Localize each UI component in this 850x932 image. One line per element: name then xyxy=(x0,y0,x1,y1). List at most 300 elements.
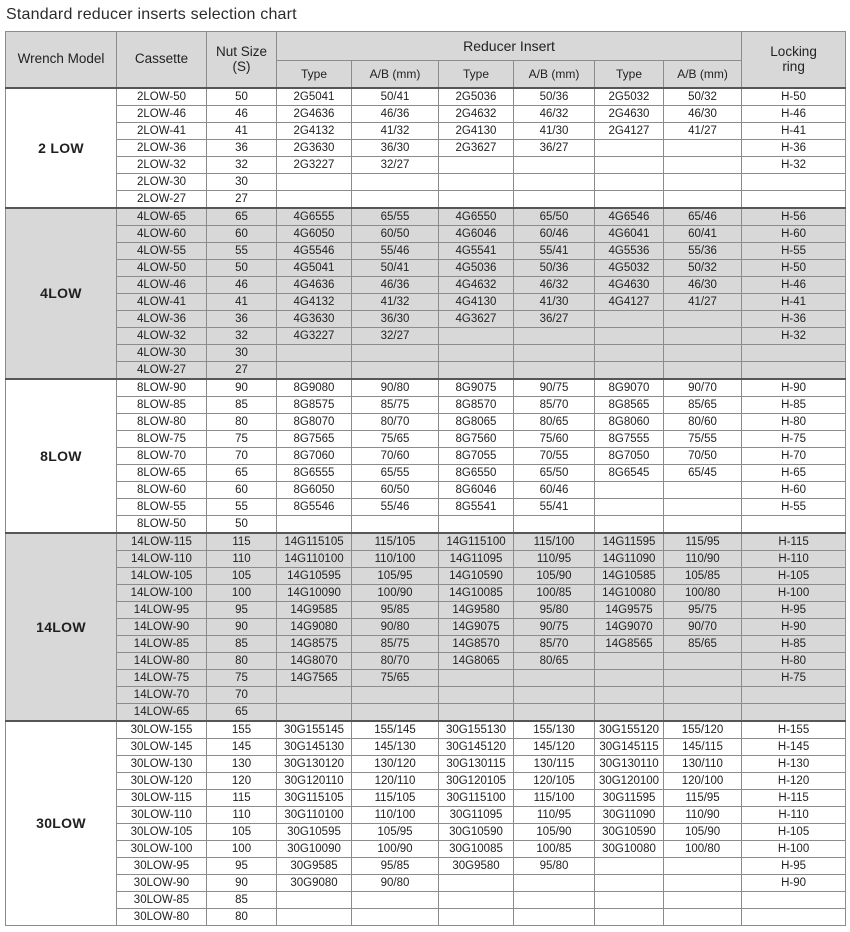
insert-ab-cell: 65/50 xyxy=(514,208,595,226)
col-subheader-type-2: Type xyxy=(439,61,514,88)
insert-type-cell: 2G3227 xyxy=(277,156,352,173)
insert-ab-cell xyxy=(514,891,595,908)
table-row xyxy=(6,242,846,259)
table-row xyxy=(6,874,846,891)
insert-ab-cell: 115/100 xyxy=(514,789,595,806)
insert-ab-cell: 85/70 xyxy=(514,635,595,652)
insert-ab-cell xyxy=(514,156,595,173)
insert-ab-cell: 155/130 xyxy=(514,721,595,739)
insert-type-cell: 30G10590 xyxy=(439,823,514,840)
cassette-cell: 8LOW-80 xyxy=(117,413,207,430)
nut-size-cell: 65 xyxy=(207,208,277,226)
cassette-cell: 14LOW-105 xyxy=(117,567,207,584)
cassette-cell: 2LOW-36 xyxy=(117,139,207,156)
cassette-cell: 2LOW-41 xyxy=(117,122,207,139)
locking-ring-cell: H-100 xyxy=(742,584,846,601)
locking-ring-cell: H-110 xyxy=(742,550,846,567)
insert-type-cell: 14G11595 xyxy=(595,533,664,551)
insert-ab-cell: 85/65 xyxy=(664,396,742,413)
cassette-cell: 8LOW-85 xyxy=(117,396,207,413)
insert-type-cell: 30G10090 xyxy=(277,840,352,857)
locking-ring-cell: H-85 xyxy=(742,635,846,652)
header-row-main xyxy=(6,32,846,61)
insert-type-cell xyxy=(439,908,514,925)
table-row xyxy=(6,122,846,139)
table-row xyxy=(6,276,846,293)
insert-ab-cell: 120/110 xyxy=(352,772,439,789)
insert-type-cell: 4G4127 xyxy=(595,293,664,310)
insert-ab-cell xyxy=(664,908,742,925)
insert-type-cell: 4G6041 xyxy=(595,225,664,242)
table-row xyxy=(6,686,846,703)
nut-size-cell: 120 xyxy=(207,772,277,789)
cassette-cell: 8LOW-55 xyxy=(117,498,207,515)
insert-ab-cell: 85/75 xyxy=(352,396,439,413)
wrench-model-cell: 14LOW xyxy=(6,533,117,721)
insert-ab-cell xyxy=(664,891,742,908)
reducer-insert-selection-table xyxy=(5,31,846,926)
insert-type-cell: 30G120100 xyxy=(595,772,664,789)
cassette-cell: 14LOW-110 xyxy=(117,550,207,567)
insert-ab-cell: 36/27 xyxy=(514,310,595,327)
insert-ab-cell xyxy=(664,190,742,208)
insert-type-cell xyxy=(277,515,352,533)
insert-type-cell: 2G5032 xyxy=(595,88,664,106)
insert-ab-cell: 75/60 xyxy=(514,430,595,447)
insert-ab-cell xyxy=(352,344,439,361)
insert-ab-cell: 120/105 xyxy=(514,772,595,789)
nut-size-cell: 41 xyxy=(207,293,277,310)
nut-size-cell: 90 xyxy=(207,379,277,397)
table-row xyxy=(6,635,846,652)
locking-ring-cell: H-105 xyxy=(742,567,846,584)
cassette-cell: 2LOW-50 xyxy=(117,88,207,106)
insert-ab-cell: 90/80 xyxy=(352,874,439,891)
insert-type-cell: 8G5541 xyxy=(439,498,514,515)
locking-ring-cell xyxy=(742,908,846,925)
locking-ring-cell: H-41 xyxy=(742,122,846,139)
table-row xyxy=(6,652,846,669)
locking-ring-cell: H-36 xyxy=(742,310,846,327)
insert-type-cell: 4G6046 xyxy=(439,225,514,242)
table-row xyxy=(6,310,846,327)
table-row xyxy=(6,618,846,635)
insert-type-cell: 30G9580 xyxy=(439,857,514,874)
insert-ab-cell: 36/30 xyxy=(352,310,439,327)
insert-type-cell: 2G4132 xyxy=(277,122,352,139)
cassette-cell: 30LOW-105 xyxy=(117,823,207,840)
insert-type-cell: 2G3630 xyxy=(277,139,352,156)
insert-ab-cell xyxy=(514,669,595,686)
insert-type-cell: 30G115105 xyxy=(277,789,352,806)
insert-ab-cell: 80/70 xyxy=(352,652,439,669)
cassette-cell: 4LOW-30 xyxy=(117,344,207,361)
table-row xyxy=(6,567,846,584)
locking-ring-cell xyxy=(742,891,846,908)
cassette-cell: 30LOW-85 xyxy=(117,891,207,908)
insert-ab-cell: 65/46 xyxy=(664,208,742,226)
insert-type-cell xyxy=(595,361,664,379)
insert-type-cell xyxy=(439,327,514,344)
locking-ring-cell xyxy=(742,361,846,379)
col-header-wrench-model: Wrench Model xyxy=(6,32,117,88)
cassette-cell: 4LOW-60 xyxy=(117,225,207,242)
insert-type-cell: 4G5536 xyxy=(595,242,664,259)
col-header-locking-ring xyxy=(742,32,846,88)
nut-size-cell: 55 xyxy=(207,242,277,259)
locking-ring-cell: H-115 xyxy=(742,789,846,806)
locking-ring-cell: H-32 xyxy=(742,327,846,344)
insert-type-cell: 30G110100 xyxy=(277,806,352,823)
insert-type-cell: 14G8565 xyxy=(595,635,664,652)
insert-ab-cell: 55/46 xyxy=(352,242,439,259)
insert-ab-cell: 70/60 xyxy=(352,447,439,464)
insert-ab-cell: 100/85 xyxy=(514,584,595,601)
insert-ab-cell xyxy=(514,173,595,190)
insert-ab-cell: 46/30 xyxy=(664,276,742,293)
cassette-cell: 14LOW-115 xyxy=(117,533,207,551)
nut-size-cell: 30 xyxy=(207,173,277,190)
insert-ab-cell: 55/46 xyxy=(352,498,439,515)
locking-ring-cell: H-90 xyxy=(742,874,846,891)
table-row xyxy=(6,669,846,686)
table-row xyxy=(6,225,846,242)
insert-ab-cell xyxy=(514,908,595,925)
insert-type-cell: 30G130110 xyxy=(595,755,664,772)
cassette-cell: 8LOW-65 xyxy=(117,464,207,481)
nut-size-cell: 100 xyxy=(207,584,277,601)
insert-ab-cell xyxy=(664,703,742,721)
insert-ab-cell: 41/27 xyxy=(664,122,742,139)
insert-type-cell: 4G5546 xyxy=(277,242,352,259)
insert-type-cell: 4G3627 xyxy=(439,310,514,327)
nut-size-cell: 80 xyxy=(207,908,277,925)
insert-type-cell xyxy=(595,515,664,533)
table-row xyxy=(6,156,846,173)
insert-type-cell: 14G10085 xyxy=(439,584,514,601)
insert-type-cell xyxy=(439,156,514,173)
wrench-model-cell: 2 LOW xyxy=(6,88,117,208)
insert-type-cell: 30G11095 xyxy=(439,806,514,823)
table-row xyxy=(6,755,846,772)
insert-ab-cell: 100/85 xyxy=(514,840,595,857)
insert-ab-cell xyxy=(664,361,742,379)
insert-ab-cell xyxy=(352,686,439,703)
insert-type-cell xyxy=(277,686,352,703)
insert-ab-cell: 95/85 xyxy=(352,601,439,618)
insert-ab-cell: 100/80 xyxy=(664,584,742,601)
cassette-cell: 30LOW-80 xyxy=(117,908,207,925)
nut-size-cell: 100 xyxy=(207,840,277,857)
col-header-reducer-insert: Reducer Insert xyxy=(277,32,742,61)
insert-type-cell: 4G4132 xyxy=(277,293,352,310)
cassette-cell: 4LOW-27 xyxy=(117,361,207,379)
table-row xyxy=(6,789,846,806)
insert-type-cell xyxy=(277,361,352,379)
table-row xyxy=(6,190,846,208)
insert-ab-cell: 95/75 xyxy=(664,601,742,618)
locking-ring-cell: H-155 xyxy=(742,721,846,739)
table-row xyxy=(6,823,846,840)
insert-type-cell: 8G7555 xyxy=(595,430,664,447)
table-row xyxy=(6,379,846,397)
insert-ab-cell: 46/30 xyxy=(664,105,742,122)
cassette-cell: 4LOW-32 xyxy=(117,327,207,344)
table-row xyxy=(6,208,846,226)
cassette-cell: 4LOW-55 xyxy=(117,242,207,259)
locking-ring-cell: H-80 xyxy=(742,413,846,430)
insert-ab-cell: 70/55 xyxy=(514,447,595,464)
nut-size-cell: 95 xyxy=(207,857,277,874)
insert-type-cell: 14G115105 xyxy=(277,533,352,551)
cassette-cell: 2LOW-30 xyxy=(117,173,207,190)
nut-size-cell: 155 xyxy=(207,721,277,739)
insert-ab-cell: 41/32 xyxy=(352,122,439,139)
table-row xyxy=(6,601,846,618)
insert-type-cell: 8G7050 xyxy=(595,447,664,464)
insert-type-cell: 14G8575 xyxy=(277,635,352,652)
nut-size-cell: 95 xyxy=(207,601,277,618)
wrench-model-cell: 30LOW xyxy=(6,721,117,926)
table-row xyxy=(6,327,846,344)
cassette-cell: 2LOW-27 xyxy=(117,190,207,208)
cassette-cell: 14LOW-100 xyxy=(117,584,207,601)
insert-type-cell: 8G6046 xyxy=(439,481,514,498)
table-row xyxy=(6,139,846,156)
insert-type-cell: 30G155130 xyxy=(439,721,514,739)
insert-type-cell: 4G4130 xyxy=(439,293,514,310)
insert-ab-cell: 65/50 xyxy=(514,464,595,481)
cassette-cell: 4LOW-50 xyxy=(117,259,207,276)
nut-size-cell: 46 xyxy=(207,105,277,122)
insert-type-cell xyxy=(439,874,514,891)
insert-type-cell xyxy=(277,703,352,721)
locking-ring-cell xyxy=(742,190,846,208)
locking-ring-cell: H-95 xyxy=(742,601,846,618)
insert-ab-cell: 55/41 xyxy=(514,242,595,259)
insert-type-cell: 8G9070 xyxy=(595,379,664,397)
nut-size-cell: 41 xyxy=(207,122,277,139)
insert-type-cell xyxy=(595,703,664,721)
insert-type-cell: 2G4127 xyxy=(595,122,664,139)
locking-ring-cell xyxy=(742,344,846,361)
insert-ab-cell xyxy=(352,908,439,925)
table-row xyxy=(6,430,846,447)
cassette-cell: 4LOW-46 xyxy=(117,276,207,293)
nut-size-cell: 65 xyxy=(207,703,277,721)
table-row xyxy=(6,515,846,533)
cassette-cell: 30LOW-120 xyxy=(117,772,207,789)
insert-type-cell: 14G9585 xyxy=(277,601,352,618)
insert-ab-cell: 41/27 xyxy=(664,293,742,310)
insert-type-cell xyxy=(277,908,352,925)
insert-type-cell: 2G5041 xyxy=(277,88,352,106)
nut-size-cell: 27 xyxy=(207,361,277,379)
insert-type-cell: 8G7055 xyxy=(439,447,514,464)
insert-type-cell xyxy=(595,498,664,515)
insert-type-cell: 14G8570 xyxy=(439,635,514,652)
insert-ab-cell: 105/85 xyxy=(664,567,742,584)
locking-ring-cell: H-75 xyxy=(742,430,846,447)
insert-ab-cell: 50/32 xyxy=(664,259,742,276)
insert-type-cell: 30G145115 xyxy=(595,738,664,755)
locking-ring-cell: H-90 xyxy=(742,618,846,635)
insert-type-cell xyxy=(595,173,664,190)
insert-ab-cell xyxy=(514,515,595,533)
col-header-nut-size-line2: (S) xyxy=(232,59,251,75)
cassette-cell: 30LOW-115 xyxy=(117,789,207,806)
table-row xyxy=(6,396,846,413)
insert-ab-cell xyxy=(664,310,742,327)
insert-type-cell: 2G5036 xyxy=(439,88,514,106)
insert-ab-cell: 115/100 xyxy=(514,533,595,551)
insert-ab-cell: 60/41 xyxy=(664,225,742,242)
cassette-cell: 4LOW-41 xyxy=(117,293,207,310)
insert-type-cell: 14G10590 xyxy=(439,567,514,584)
cassette-cell: 30LOW-130 xyxy=(117,755,207,772)
locking-ring-cell: H-115 xyxy=(742,533,846,551)
insert-type-cell xyxy=(277,344,352,361)
table-row xyxy=(6,738,846,755)
insert-type-cell: 30G11595 xyxy=(595,789,664,806)
locking-ring-cell xyxy=(742,515,846,533)
locking-ring-cell: H-56 xyxy=(742,208,846,226)
nut-size-cell: 90 xyxy=(207,874,277,891)
insert-type-cell xyxy=(595,310,664,327)
insert-ab-cell: 41/30 xyxy=(514,293,595,310)
insert-ab-cell: 75/65 xyxy=(352,669,439,686)
nut-size-cell: 85 xyxy=(207,396,277,413)
insert-ab-cell xyxy=(352,173,439,190)
insert-type-cell: 4G6555 xyxy=(277,208,352,226)
insert-type-cell xyxy=(439,190,514,208)
insert-type-cell: 14G10080 xyxy=(595,584,664,601)
nut-size-cell: 115 xyxy=(207,789,277,806)
insert-ab-cell: 55/41 xyxy=(514,498,595,515)
insert-type-cell: 4G4636 xyxy=(277,276,352,293)
cassette-cell: 30LOW-100 xyxy=(117,840,207,857)
locking-ring-cell: H-36 xyxy=(742,139,846,156)
locking-ring-cell: H-46 xyxy=(742,276,846,293)
nut-size-cell: 50 xyxy=(207,259,277,276)
insert-type-cell xyxy=(439,173,514,190)
nut-size-cell: 27 xyxy=(207,190,277,208)
table-row xyxy=(6,464,846,481)
col-header-nut-size xyxy=(207,32,277,88)
insert-ab-cell xyxy=(352,361,439,379)
insert-ab-cell: 50/41 xyxy=(352,88,439,106)
insert-type-cell xyxy=(595,156,664,173)
nut-size-cell: 36 xyxy=(207,139,277,156)
insert-type-cell: 14G11095 xyxy=(439,550,514,567)
insert-ab-cell: 75/55 xyxy=(664,430,742,447)
insert-type-cell: 30G120110 xyxy=(277,772,352,789)
insert-type-cell: 4G6550 xyxy=(439,208,514,226)
insert-ab-cell: 60/50 xyxy=(352,481,439,498)
insert-ab-cell: 90/70 xyxy=(664,379,742,397)
insert-type-cell: 4G3227 xyxy=(277,327,352,344)
page-title: Standard reducer inserts selection chart xyxy=(6,6,297,23)
locking-ring-cell: H-90 xyxy=(742,379,846,397)
insert-ab-cell: 105/90 xyxy=(514,567,595,584)
insert-type-cell: 2G4636 xyxy=(277,105,352,122)
insert-ab-cell: 85/70 xyxy=(514,396,595,413)
insert-ab-cell xyxy=(352,190,439,208)
nut-size-cell: 55 xyxy=(207,498,277,515)
insert-ab-cell: 50/36 xyxy=(514,259,595,276)
insert-ab-cell: 85/75 xyxy=(352,635,439,652)
insert-ab-cell: 100/80 xyxy=(664,840,742,857)
insert-type-cell xyxy=(439,891,514,908)
nut-size-cell: 46 xyxy=(207,276,277,293)
table-row xyxy=(6,840,846,857)
insert-ab-cell: 36/27 xyxy=(514,139,595,156)
locking-ring-cell: H-130 xyxy=(742,755,846,772)
insert-type-cell: 4G4630 xyxy=(595,276,664,293)
insert-ab-cell: 80/65 xyxy=(514,652,595,669)
insert-type-cell xyxy=(595,891,664,908)
insert-ab-cell: 65/55 xyxy=(352,464,439,481)
locking-ring-cell: H-46 xyxy=(742,105,846,122)
locking-ring-cell: H-55 xyxy=(742,242,846,259)
insert-type-cell: 4G5041 xyxy=(277,259,352,276)
insert-ab-cell: 110/90 xyxy=(664,550,742,567)
cassette-cell: 14LOW-90 xyxy=(117,618,207,635)
locking-ring-cell: H-70 xyxy=(742,447,846,464)
insert-type-cell xyxy=(439,361,514,379)
insert-type-cell xyxy=(595,874,664,891)
insert-type-cell xyxy=(595,327,664,344)
insert-type-cell: 8G8570 xyxy=(439,396,514,413)
insert-type-cell: 4G3630 xyxy=(277,310,352,327)
locking-ring-cell: H-100 xyxy=(742,840,846,857)
insert-ab-cell: 105/90 xyxy=(514,823,595,840)
table-row xyxy=(6,88,846,106)
nut-size-cell: 145 xyxy=(207,738,277,755)
insert-type-cell xyxy=(439,515,514,533)
insert-type-cell: 30G11090 xyxy=(595,806,664,823)
locking-ring-cell: H-60 xyxy=(742,481,846,498)
locking-ring-cell: H-75 xyxy=(742,669,846,686)
insert-type-cell: 14G110100 xyxy=(277,550,352,567)
table-row xyxy=(6,891,846,908)
table-row xyxy=(6,908,846,925)
insert-ab-cell: 145/130 xyxy=(352,738,439,755)
insert-type-cell: 14G10090 xyxy=(277,584,352,601)
cassette-cell: 2LOW-46 xyxy=(117,105,207,122)
insert-ab-cell xyxy=(664,686,742,703)
insert-type-cell xyxy=(595,908,664,925)
insert-ab-cell xyxy=(664,327,742,344)
insert-ab-cell: 90/80 xyxy=(352,618,439,635)
insert-type-cell xyxy=(595,190,664,208)
insert-type-cell: 8G5546 xyxy=(277,498,352,515)
nut-size-cell: 110 xyxy=(207,550,277,567)
insert-ab-cell: 90/75 xyxy=(514,618,595,635)
insert-type-cell: 14G9080 xyxy=(277,618,352,635)
locking-ring-cell xyxy=(742,703,846,721)
col-subheader-ab-2: A/B (mm) xyxy=(514,61,595,88)
wrench-model-cell: 4LOW xyxy=(6,208,117,379)
insert-ab-cell: 46/36 xyxy=(352,276,439,293)
insert-type-cell: 30G155120 xyxy=(595,721,664,739)
insert-ab-cell: 100/90 xyxy=(352,840,439,857)
insert-type-cell: 4G6546 xyxy=(595,208,664,226)
insert-type-cell: 30G10590 xyxy=(595,823,664,840)
nut-size-cell: 30 xyxy=(207,344,277,361)
table-row xyxy=(6,533,846,551)
insert-ab-cell: 60/46 xyxy=(514,481,595,498)
